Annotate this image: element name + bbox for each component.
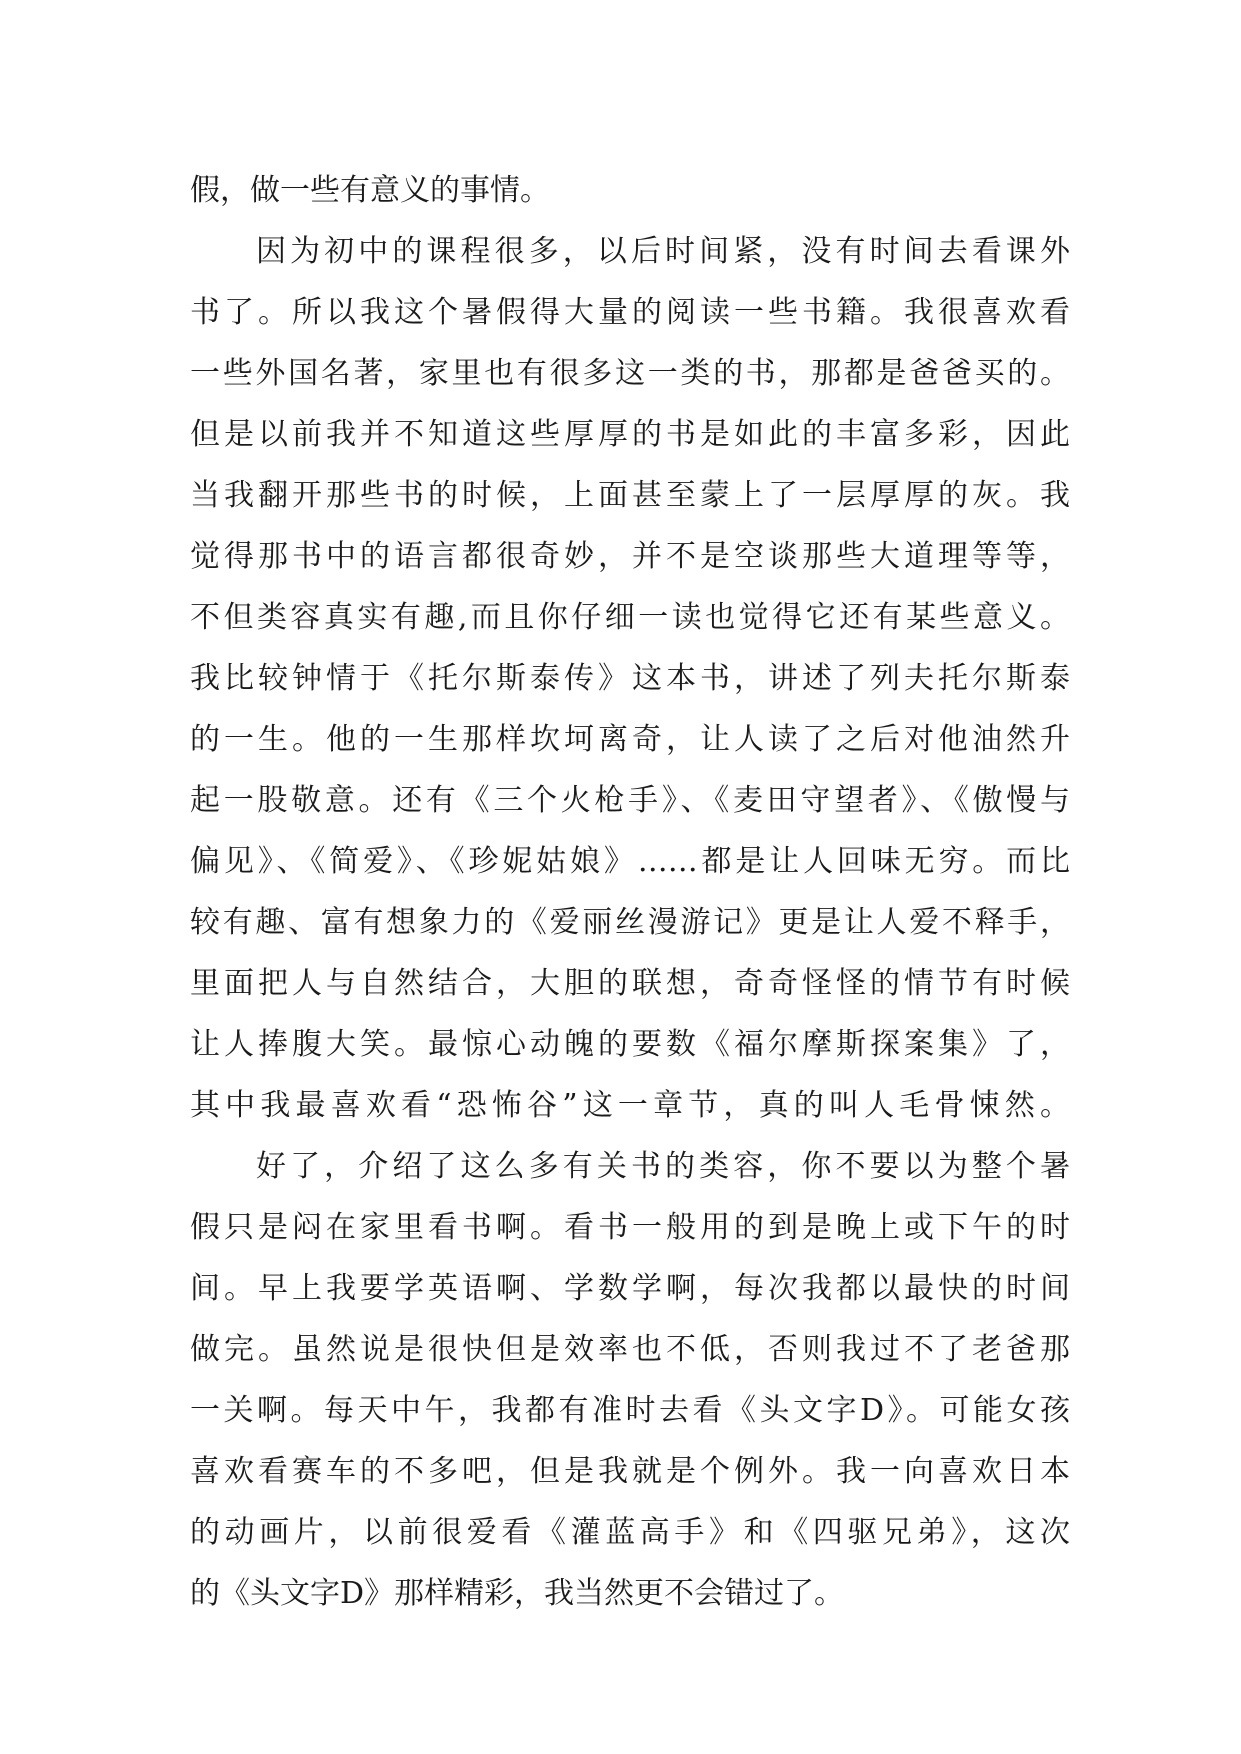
body-text xyxy=(190,160,1070,1624)
text-line: 其中我最喜欢看“恐怖谷”这一章节，真的叫人毛骨悚然。 xyxy=(190,1088,1070,1123)
text-line: 较有趣、富有想象力的《爱丽丝漫游记》更是让人爱不释手， xyxy=(190,905,1070,940)
paragraph-first-line: 好了，介绍了这么多有关书的类容，你不要以为整个暑 xyxy=(256,1149,1070,1184)
text-line: 觉得那书中的语言都很奇妙，并不是空谈那些大道理等等， xyxy=(190,539,1070,574)
text-line: 我比较钟情于《托尔斯泰传》这本书，讲述了列夫托尔斯泰 xyxy=(190,661,1070,696)
text-line: 假，做一些有意义的事情。 xyxy=(190,173,550,208)
text-line: 喜欢看赛车的不多吧，但是我就是个例外。我一向喜欢日本 xyxy=(190,1454,1070,1489)
text-line: 做完。虽然说是很快但是效率也不低，否则我过不了老爸那 xyxy=(190,1332,1070,1367)
text-line: 间。早上我要学英语啊、学数学啊，每次我都以最快的时间 xyxy=(190,1271,1070,1306)
text-line: 书了。所以我这个暑假得大量的阅读一些书籍。我很喜欢看 xyxy=(190,295,1070,330)
text-line: 当我翻开那些书的时候，上面甚至蒙上了一层厚厚的灰。我 xyxy=(190,478,1070,513)
text-line: 让人捧腹大笑。最惊心动魄的要数《福尔摩斯探案集》了， xyxy=(190,1027,1070,1062)
text-line: 里面把人与自然结合，大胆的联想，奇奇怪怪的情节有时候 xyxy=(190,966,1070,1001)
text-line: 不但类容真实有趣,而且你仔细一读也觉得它还有某些意义。 xyxy=(190,600,1070,635)
text-line: 假只是闷在家里看书啊。看书一般用的到是晚上或下午的时 xyxy=(190,1210,1070,1245)
text-line: 一关啊。每天中午，我都有准时去看《头文字D》。可能女孩 xyxy=(190,1393,1070,1428)
text-line: 起一股敬意。还有《三个火枪手》、《麦田守望者》、《傲慢与 xyxy=(190,783,1070,818)
text-line: 一些外国名著，家里也有很多这一类的书，那都是爸爸买的。 xyxy=(190,356,1070,391)
paragraph-first-line: 因为初中的课程很多，以后时间紧，没有时间去看课外 xyxy=(256,234,1070,269)
text-line: 的《头文字D》那样精彩，我当然更不会错过了。 xyxy=(190,1576,845,1611)
text-line: 的一生。他的一生那样坎坷离奇，让人读了之后对他油然升 xyxy=(190,722,1070,757)
text-line: 但是以前我并不知道这些厚厚的书是如此的丰富多彩，因此 xyxy=(190,417,1070,452)
text-line: 的动画片，以前很爱看《灌蓝高手》和《四驱兄弟》，这次 xyxy=(190,1515,1070,1550)
text-line: 偏见》、《简爱》、《珍妮姑娘》……都是让人回味无穷。而比 xyxy=(190,844,1070,879)
